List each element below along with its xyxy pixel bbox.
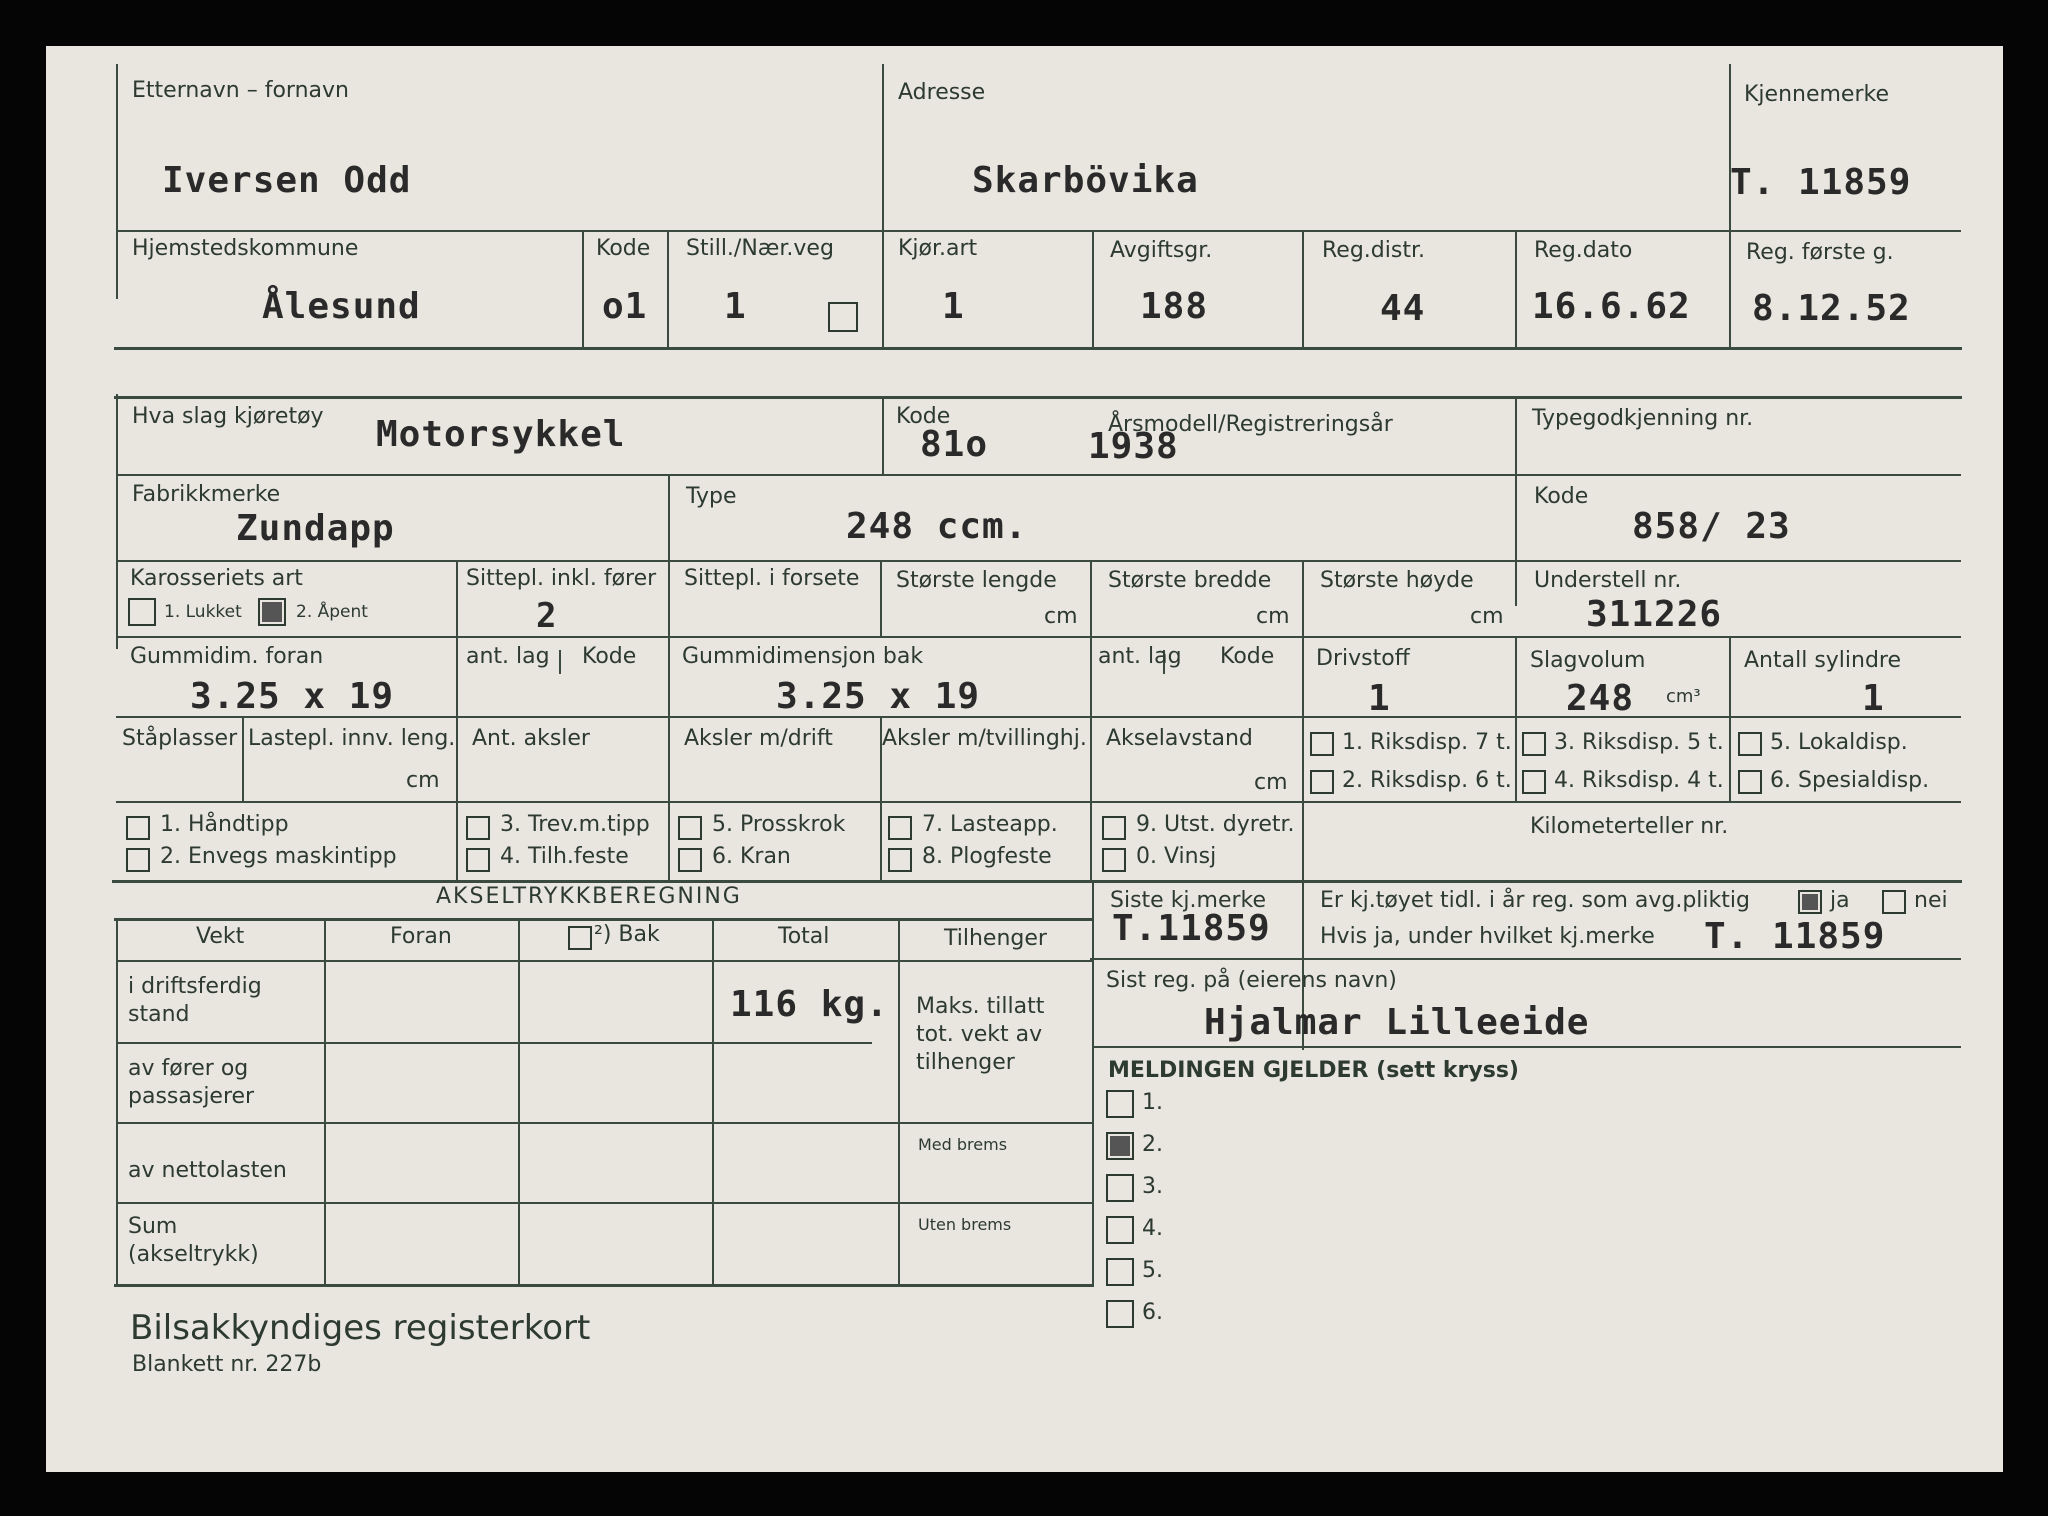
- e7-checkbox[interactable]: [888, 816, 912, 840]
- e6-label: 6. Kran: [712, 844, 791, 869]
- row-sum-2: (akseltrykk): [128, 1242, 259, 1267]
- regdistr-label: Reg.distr.: [1322, 238, 1425, 263]
- ja-checkbox[interactable]: [1798, 890, 1822, 914]
- meldingen-checkbox-5[interactable]: [1106, 1258, 1134, 1286]
- municipality-label: Hjemstedskommune: [132, 236, 359, 261]
- e0-checkbox[interactable]: [1102, 848, 1126, 872]
- meldingen-title: MELDINGEN GJELDER (sett kryss): [1108, 1058, 1519, 1083]
- regdato-value: 16.6.62: [1532, 286, 1691, 327]
- row-nettolast: av nettolasten: [128, 1158, 287, 1183]
- e2-checkbox[interactable]: [126, 848, 150, 872]
- spesial-checkbox[interactable]: [1738, 770, 1762, 794]
- sylindre-label: Antall sylindre: [1744, 648, 1902, 673]
- kode2-label: Kode: [1534, 484, 1589, 509]
- bredde-unit: cm: [1256, 604, 1290, 629]
- e8-checkbox[interactable]: [888, 848, 912, 872]
- meldingen-label-2: 2.: [1142, 1132, 1163, 1157]
- riks7-label: 1. Riksdisp. 7 t.: [1342, 730, 1512, 755]
- meldingen-checkbox-6[interactable]: [1106, 1300, 1134, 1328]
- slagvolum-label: Slagvolum: [1530, 648, 1646, 673]
- meldingen-label-5: 5.: [1142, 1258, 1163, 1283]
- meldingen-checkbox-3[interactable]: [1106, 1174, 1134, 1202]
- meldingen-checkbox-4[interactable]: [1106, 1216, 1134, 1244]
- regdistr-value: 44: [1380, 288, 1426, 329]
- sittepl-forsete-label: Sittepl. i forsete: [684, 566, 860, 591]
- form-title: Bilsakkyndiges registerkort: [130, 1308, 591, 1348]
- siste-value: T.11859: [1112, 908, 1271, 949]
- e6-checkbox[interactable]: [678, 848, 702, 872]
- q2-value: T. 11859: [1704, 916, 1886, 957]
- ant-aksler-label: Ant. aksler: [472, 726, 590, 751]
- blankett-number: Blankett nr. 227b: [132, 1352, 322, 1377]
- e9-label: 9. Utst. dyretr.: [1136, 812, 1295, 837]
- lukket-label: 1. Lukket: [164, 602, 242, 622]
- e5-label: 5. Prosskrok: [712, 812, 846, 837]
- lukket-checkbox[interactable]: [128, 598, 156, 626]
- akselavstand-unit: cm: [1254, 770, 1288, 795]
- e5-checkbox[interactable]: [678, 816, 702, 840]
- med-brems-label: Med brems: [918, 1135, 1008, 1154]
- e9-checkbox[interactable]: [1102, 816, 1126, 840]
- front-kode-label: Kode: [582, 644, 637, 669]
- riks4-checkbox[interactable]: [1522, 770, 1546, 794]
- sylindre-value: 1: [1862, 678, 1885, 719]
- bak-checkbox[interactable]: [568, 926, 592, 950]
- maks-label-3: tilhenger: [916, 1050, 1015, 1075]
- apent-checkbox[interactable]: [258, 598, 286, 626]
- owner-label: Sist reg. på (eierens navn): [1106, 968, 1397, 993]
- rear-tire-value: 3.25 x 19: [776, 676, 981, 717]
- row-driftsferdig-2: stand: [128, 1002, 190, 1027]
- kode2-value: 858/ 23: [1632, 506, 1791, 547]
- riks6-checkbox[interactable]: [1310, 770, 1334, 794]
- riks4-label: 4. Riksdisp. 4 t.: [1554, 768, 1724, 793]
- type-label: Type: [686, 484, 737, 509]
- front-tire-label: Gummidim. foran: [130, 644, 324, 669]
- meldingen-label-4: 4.: [1142, 1216, 1163, 1241]
- e1-label: 1. Håndtipp: [160, 812, 289, 837]
- e4-checkbox[interactable]: [466, 848, 490, 872]
- plate-value: T. 11859: [1730, 162, 1912, 203]
- spesial-label: 6. Spesialdisp.: [1770, 768, 1930, 793]
- registration-card: [46, 46, 2003, 1472]
- name-label: Etternavn – fornavn: [132, 78, 349, 103]
- understell-value: 311226: [1586, 594, 1723, 635]
- maks-label-2: tot. vekt av: [916, 1022, 1043, 1047]
- address-label: Adresse: [898, 80, 986, 105]
- total-driftsferdig-value: 116 kg.: [730, 984, 889, 1025]
- riks5-label: 3. Riksdisp. 5 t.: [1554, 730, 1724, 755]
- e1-checkbox[interactable]: [126, 816, 150, 840]
- regforste-value: 8.12.52: [1752, 288, 1911, 329]
- typegodk-label: Typegodkjenning nr.: [1532, 406, 1754, 431]
- rear-tire-label: Gummidimensjon bak: [682, 644, 924, 669]
- bak-header: ²) Bak: [594, 922, 660, 947]
- row-forer-1: av fører og: [128, 1056, 249, 1081]
- regforste-label: Reg. første g.: [1746, 240, 1894, 265]
- e3-label: 3. Trev.m.tipp: [500, 812, 650, 837]
- karosseri-label: Karosseriets art: [130, 566, 303, 591]
- q1-label: Er kj.tøyet tidl. i år reg. som avg.pliktig: [1320, 888, 1750, 913]
- nei-label: nei: [1914, 888, 1948, 913]
- year-value: 1938: [1088, 426, 1179, 467]
- staplasser-label: Ståplasser: [122, 726, 238, 751]
- e7-label: 7. Lasteapp.: [922, 812, 1058, 837]
- riks6-label: 2. Riksdisp. 6 t.: [1342, 768, 1512, 793]
- understell-label: Understell nr.: [1534, 568, 1682, 593]
- hoyde-label: Største høyde: [1320, 568, 1474, 593]
- plate-label: Kjennemerke: [1744, 82, 1889, 107]
- e4-label: 4. Tilh.feste: [500, 844, 629, 869]
- rear-antlag-label: ant. lag: [1098, 644, 1182, 669]
- rear-kode-label: Kode: [1220, 644, 1275, 669]
- lastepl-label: Lastepl. innv. leng.: [248, 726, 456, 751]
- foran-header: Foran: [390, 924, 452, 949]
- lengde-label: Største lengde: [896, 568, 1057, 593]
- vehicle-kode-value: 81o: [920, 424, 989, 465]
- e8-label: 8. Plogfeste: [922, 844, 1052, 869]
- kind-label: Hva slag kjøretøy: [132, 404, 324, 429]
- km-label: Kilometerteller nr.: [1530, 814, 1729, 839]
- still-value: 1: [724, 286, 747, 327]
- total-header: Total: [778, 924, 830, 949]
- e3-checkbox[interactable]: [466, 816, 490, 840]
- kind-value: Motorsykkel: [376, 414, 626, 455]
- hoyde-unit: cm: [1470, 604, 1504, 629]
- slagvolum-unit: cm³: [1666, 686, 1701, 707]
- still-checkbox[interactable]: [828, 302, 858, 332]
- make-label: Fabrikkmerke: [132, 482, 281, 507]
- lengde-unit: cm: [1044, 604, 1078, 629]
- lokal-checkbox[interactable]: [1738, 732, 1762, 756]
- sittepl-value: 2: [536, 596, 558, 636]
- maks-label-1: Maks. tillatt: [916, 994, 1045, 1019]
- front-tire-value: 3.25 x 19: [190, 676, 395, 717]
- riks5-checkbox[interactable]: [1522, 732, 1546, 756]
- sittepl-label: Sittepl. inkl. fører: [466, 566, 657, 591]
- kode-label: Kode: [596, 236, 651, 261]
- meldingen-label-6: 6.: [1142, 1300, 1163, 1325]
- address-value: Skarbövika: [972, 160, 1199, 201]
- vehicle-kode-label: Kode: [896, 404, 951, 429]
- meldingen-checkbox-2[interactable]: [1106, 1132, 1134, 1160]
- row-sum-1: Sum: [128, 1214, 178, 1239]
- municipality-value: Ålesund: [262, 286, 421, 327]
- meldingen-label-1: 1.: [1142, 1090, 1163, 1115]
- e0-label: 0. Vinsj: [1136, 844, 1217, 869]
- slagvolum-value: 248: [1566, 678, 1635, 719]
- drivstoff-label: Drivstoff: [1316, 646, 1410, 671]
- meldingen-label-3: 3.: [1142, 1174, 1163, 1199]
- riks7-checkbox[interactable]: [1310, 732, 1334, 756]
- row-forer-2: passasjerer: [128, 1084, 255, 1109]
- avgiftsgr-label: Avgiftsgr.: [1110, 238, 1213, 263]
- uten-brems-label: Uten brems: [918, 1215, 1012, 1234]
- avgiftsgr-value: 188: [1140, 286, 1209, 327]
- front-antlag-label: ant. lag: [466, 644, 550, 669]
- meldingen-checkbox-1[interactable]: [1106, 1090, 1134, 1118]
- siste-label: Siste kj.merke: [1110, 888, 1267, 913]
- nei-checkbox[interactable]: [1882, 890, 1906, 914]
- kode-value: o1: [602, 286, 648, 327]
- drivstoff-value: 1: [1368, 678, 1391, 719]
- apent-label: 2. Åpent: [296, 602, 368, 622]
- still-label: Still./Nær.veg: [686, 236, 834, 261]
- type-value: 248 ccm.: [846, 506, 1028, 547]
- ja-label: ja: [1830, 888, 1850, 913]
- akselavstand-label: Akselavstand: [1106, 726, 1253, 751]
- aksler-drift-label: Aksler m/drift: [684, 726, 833, 751]
- bredde-label: Største bredde: [1108, 568, 1272, 593]
- make-value: Zundapp: [236, 508, 395, 549]
- tilhenger-header: Tilhenger: [944, 926, 1047, 951]
- kjorart-label: Kjør.art: [898, 236, 978, 261]
- year-label: Årsmodell/Registreringsår: [1108, 412, 1393, 437]
- axle-load-title: AKSELTRYKKBEREGNING: [436, 884, 742, 909]
- row-driftsferdig-1: i driftsferdig: [128, 974, 262, 999]
- vekt-header: Vekt: [196, 924, 245, 949]
- lokal-label: 5. Lokaldisp.: [1770, 730, 1908, 755]
- e2-label: 2. Envegs maskintipp: [160, 844, 397, 869]
- q2-label: Hvis ja, under hvilket kj.merke: [1320, 924, 1655, 949]
- kjorart-value: 1: [942, 286, 965, 327]
- owner-value: Hjalmar Lilleeide: [1204, 1002, 1590, 1043]
- lastepl-unit: cm: [406, 768, 440, 793]
- aksler-tvilling-label: Aksler m/tvillinghj.: [882, 726, 1087, 751]
- regdato-label: Reg.dato: [1534, 238, 1633, 263]
- name-value: Iversen Odd: [162, 160, 412, 201]
